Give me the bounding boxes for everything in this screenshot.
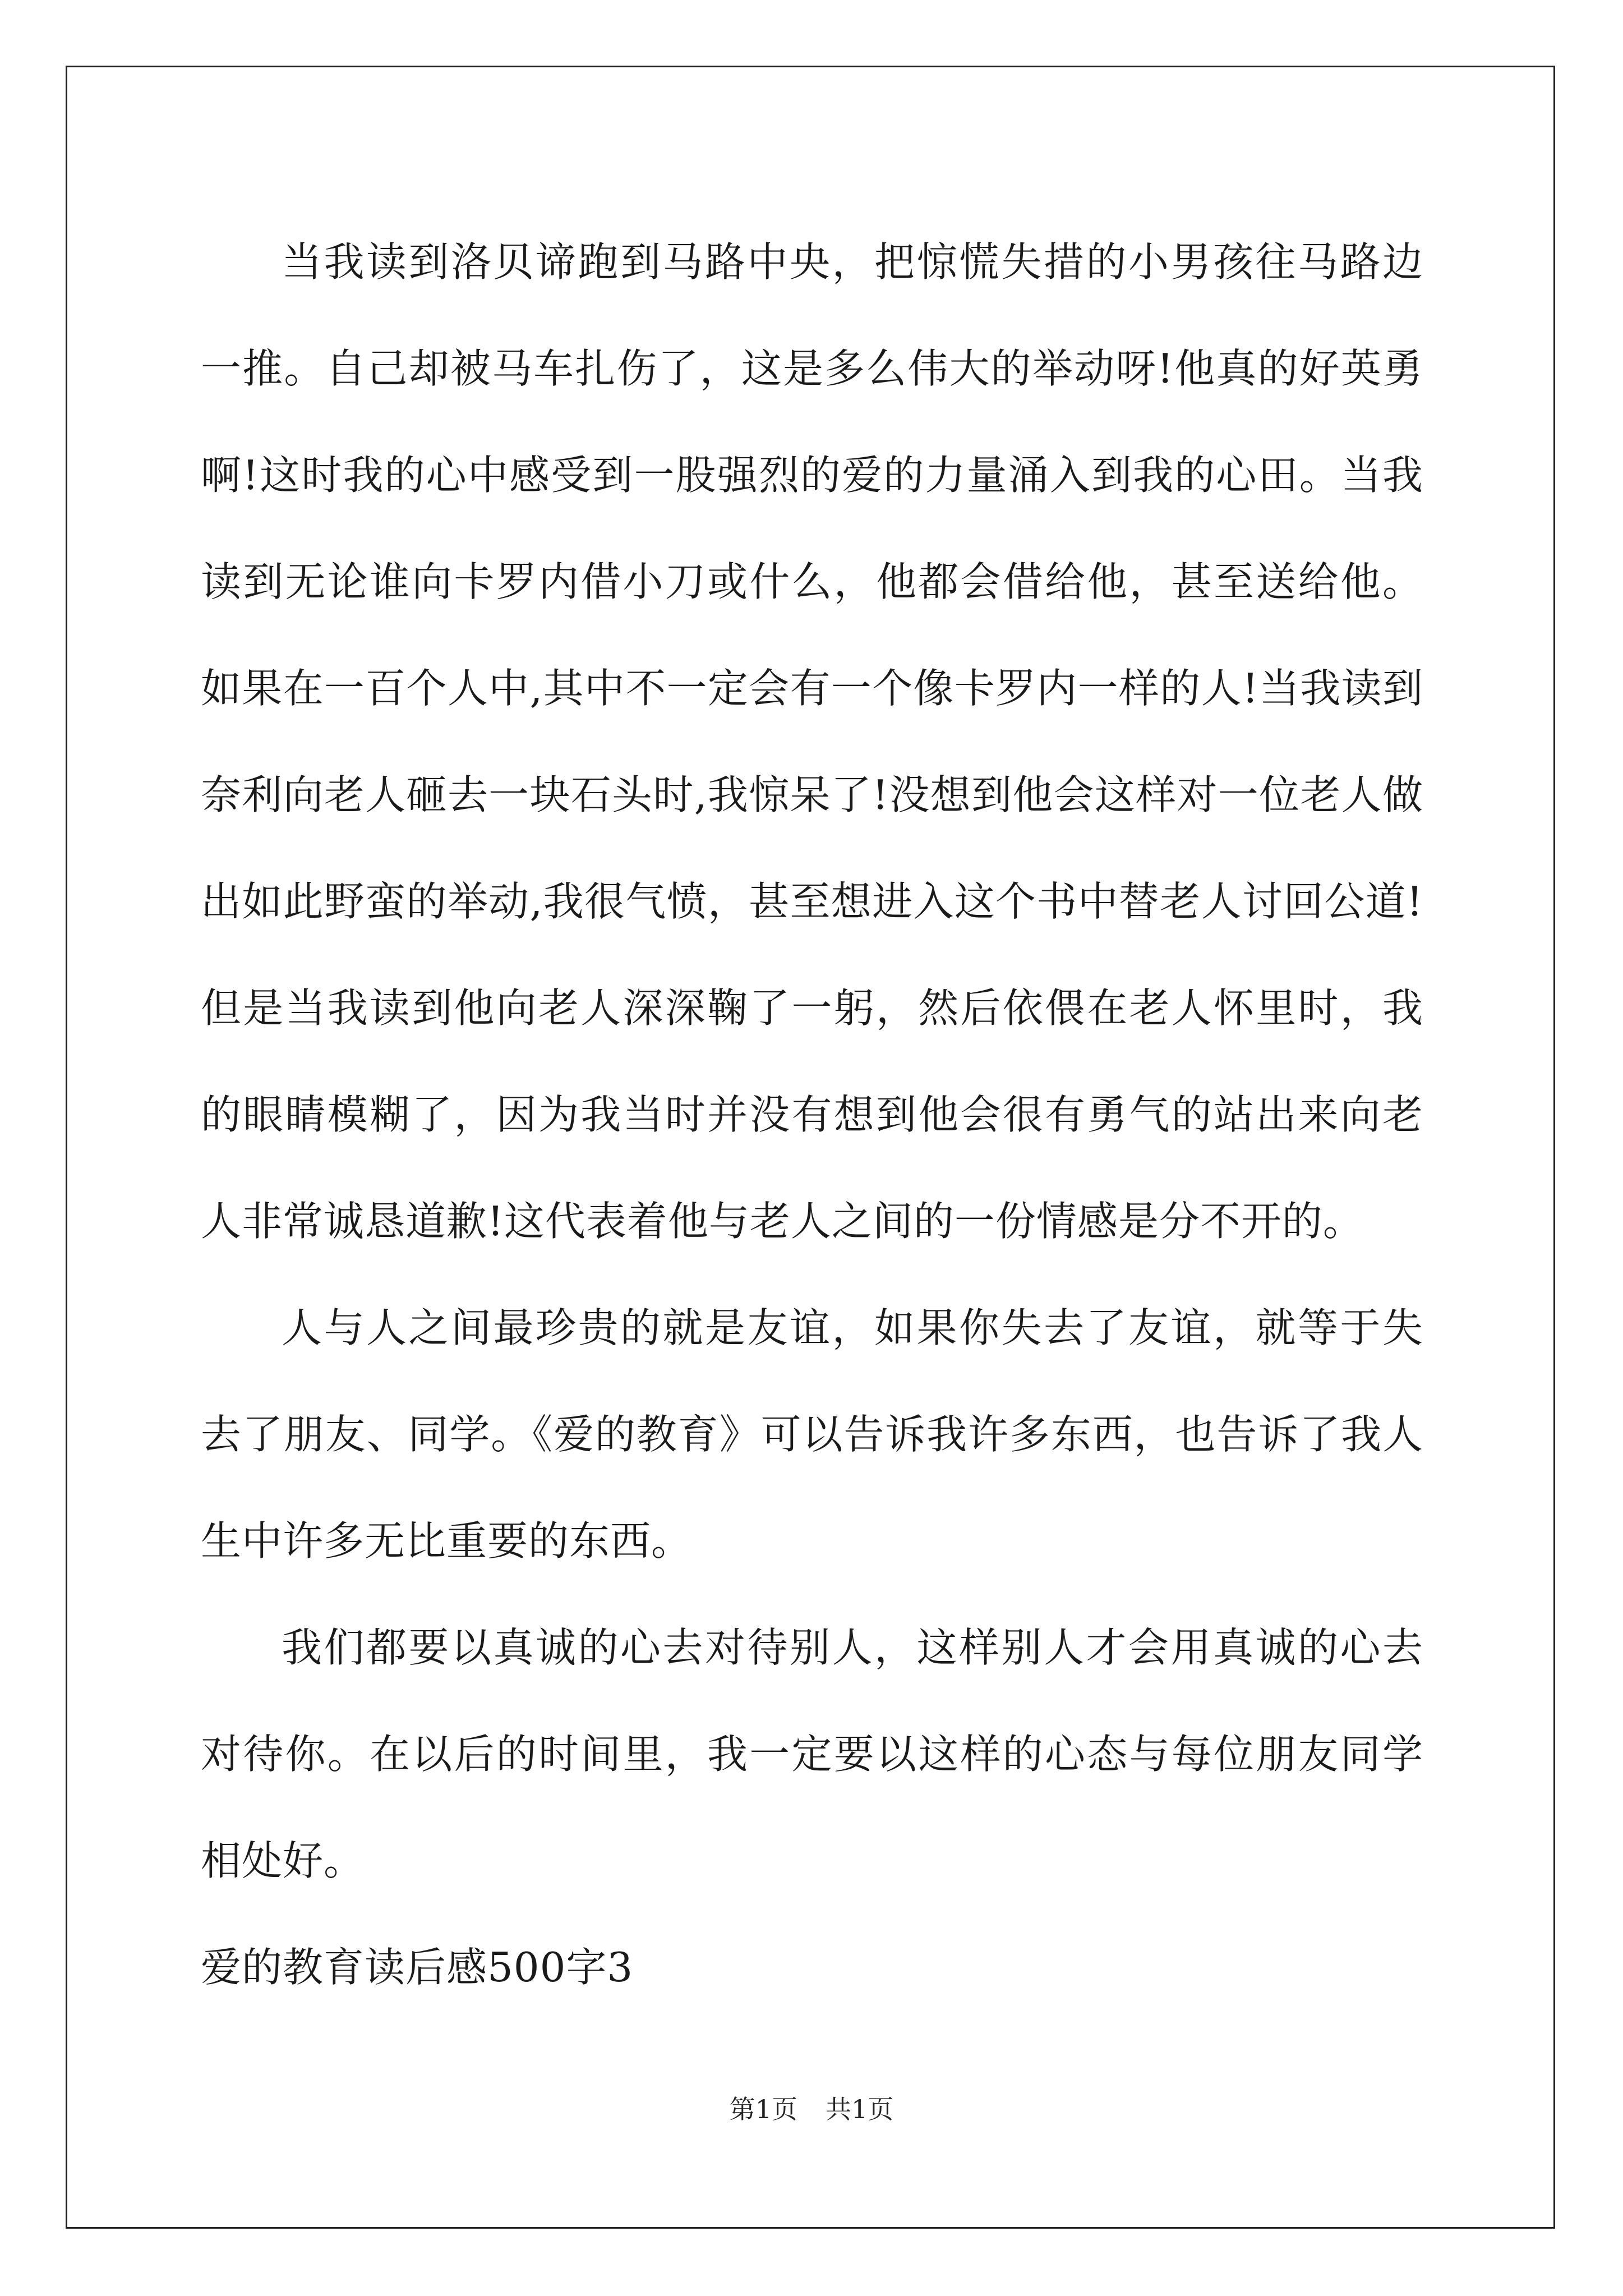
paragraph-2: 人与人之间最珍贵的就是友谊，如果你失去了友谊，就等于失去了朋友、同学。《爱的教育》可以告诉我许多东西，也告诉了我人生中许多无比重要的东西。 <box>201 1304 1423 1565</box>
document-body <box>201 209 1423 2021</box>
page-number-current: 第1页 <box>729 2094 797 2124</box>
paragraph-1: 当我读到洛贝谛跑到马路中央，把惊慌失措的小男孩往马路边一推。自己却被马车扎伤了，这是多么伟大的举动呀!他真的好英勇啊!这时我的心中感受到一股强烈的爱的力量涌入到我的心田。当我读到无论谁向卡罗内借小刀或什么，他都会借给他，甚至送给他。如果在一百个人中,其中不一定会有一个像卡罗内一样的人!当我读到奈利向老人砸去一块石头时,我惊呆了!没想到他会这样对一位老人做出如此野蛮的举动,我很气愤，甚至想进入这个书中替老人讨回公道!但是当我读到他向老人深深鞠了一躬，然后依偎在老人怀里时，我的眼睛模糊了，因为我当时并没有想到他会很有勇气的站出来向老人非常诚恳道歉!这代表着他与老人之间的一份情感是分不开的。 <box>201 238 1423 1245</box>
paragraph-3: 我们都要以真诚的心去对待别人，这样别人才会用真诚的心去对待你。在以后的时间里，我一定要以这样的心态与每位朋友同学相处好。 <box>201 1624 1423 1884</box>
section-heading: 爱的教育读后感500字3 <box>201 1944 634 1991</box>
page-footer <box>0 2089 1623 2126</box>
page-number-total: 共1页 <box>826 2094 894 2124</box>
